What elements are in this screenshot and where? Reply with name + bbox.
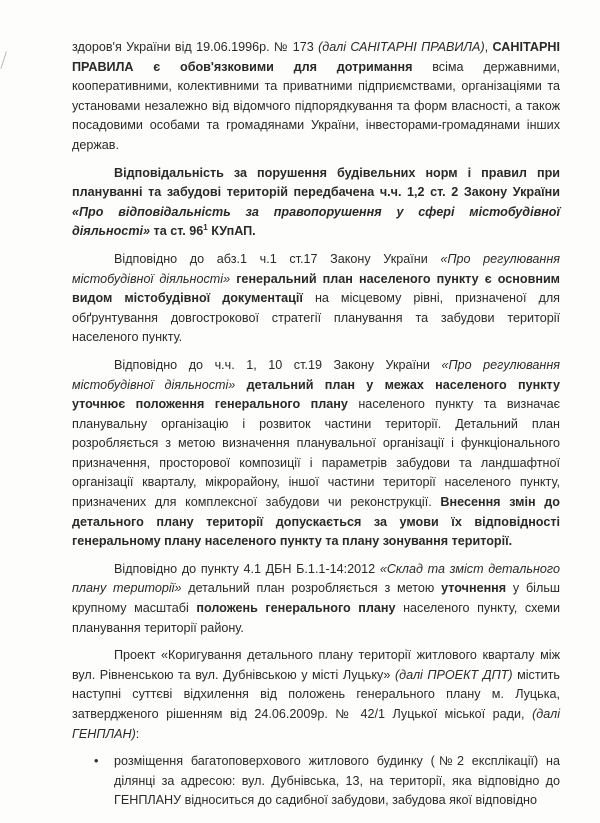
paragraph-detailed-plan: Відповідно до ч.ч. 1, 10 ст.19 Закону України «Про регулювання містобудівної діяльності» детальний план у межах населеного пункту уточнює положення генерального плану населеного пункту та визначає планувальну організацію і розвиток частини території. Детальний план розробляється з метою визначення планувальної організації і функціонального призначення, просторової композиції і параметрів забудови та ландшафтної організації кварталу, мікрорайону, іншої частини території населеного пункту, призначених для комплексної забудови чи реконструкції. Внесення змін до детального плану території допускається за умови їх відповідності генеральному плану населеного пункту та плану зонування території.	[72, 357, 560, 549]
deviation-list	[72, 752, 560, 811]
scan-margin-mark	[0, 51, 12, 70]
bullet-icon: •	[94, 754, 99, 769]
paragraph-dbn: Відповідно до пункту 4.1 ДБН Б.1.1-14:2012 «Склад та зміст детального плану території» детальний план розробляється з метою уточнення у більш крупному масштабі положень генерального плану населеного пункту, схеми планування території району.	[72, 561, 560, 635]
paragraph-general-plan: Відповідно до абз.1 ч.1 ст.17 Закону України «Про регулювання містобудівної діяльності» генеральний план населеного пункту є основним видом містобудівної документації на місцевому рівні, призначеної для обґрунтування довгострокової стратегії планування та забудови території населеного пункту.	[72, 251, 561, 345]
paragraph-sanitary-rules: здоров'я України від 19.06.1996р. № 173 (далі САНІТАРНІ ПРАВИЛА), САНІТАРНІ ПРАВИЛА є обов'язковими для дотримання всіма державними, кооперативними, колективними та приватними підприємствами, організаціями та установами незалежно від відомчого підпорядкування та форм власності, а також посадовими особами та громадянами України, інвесторами-громадянами інших держав.	[72, 40, 560, 152]
paragraph-responsibility: Відповідальність за порушення будівельних норм і правил при плануванні та забудові територій передбачена ч.ч. 1,2 ст. 2 Закону України «Про відповідальність за правопорушення у сфері містобудівної діяльності» та ст. $96^1$ КУпАП.	[72, 165, 560, 239]
paragraph-project: Проект «Коригування детального плану території житлового кварталу між вул. Рівненською та вул. Дубнівською у місті Луцьку» (далі ПРОЕКТ ДПТ) містить наступні суттєві відхилення від положень генерального плану м. Луцька, затвердженого рішенням від 24.06.2009р. № 42/1 Луцької міської ради, (далі ГЕНПЛАН):	[72, 648, 560, 741]
list-item: • розміщення багатоповерхового житлового будинку (№2 експлікації) на ділянці за адресою: вул. Дубнівська, 13, на території, яка відповідно до ГЕНПЛАНУ відноситься до садибної забудови, забудова якої відповідно	[94, 754, 560, 808]
document-page	[72, 38, 560, 811]
